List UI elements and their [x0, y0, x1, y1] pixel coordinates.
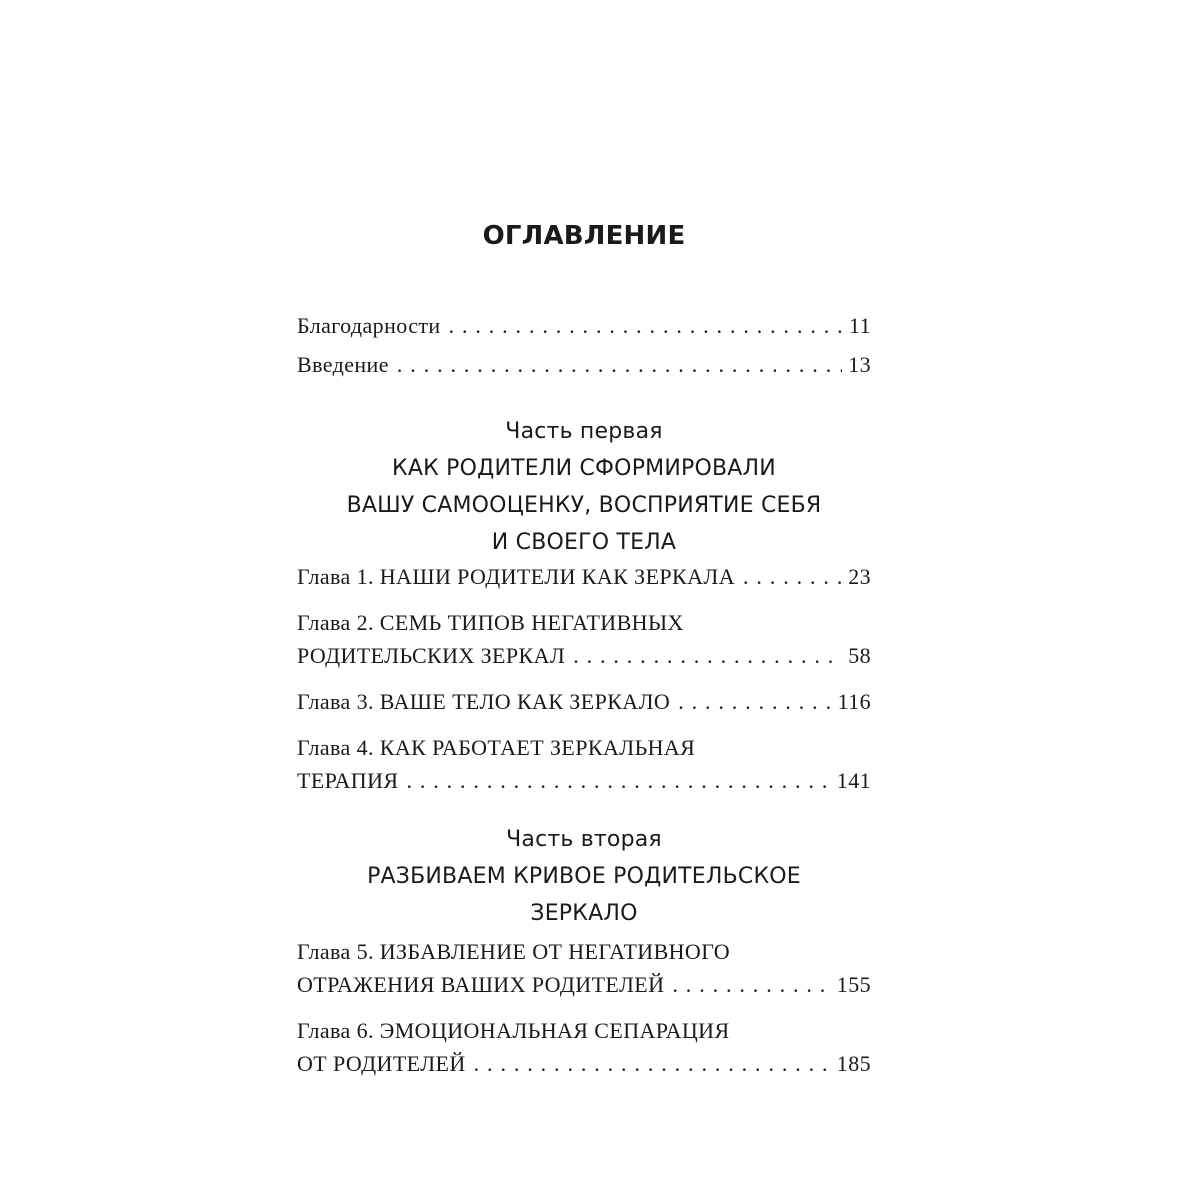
dot-leader — [406, 764, 830, 798]
toc-entry-text: РОДИТЕЛЬСКИХ ЗЕРКАЛ — [297, 643, 566, 668]
part-label: Часть вторая — [506, 827, 662, 852]
dot-leader — [743, 560, 842, 594]
dot-leader — [672, 968, 830, 1002]
toc-entry-text: Введение — [297, 352, 389, 377]
toc-page — [297, 0, 871, 1200]
dot-leader — [573, 639, 842, 673]
toc-entry-introduction — [297, 348, 871, 382]
toc-entry-text: Глава 5. ИЗБАВЛЕНИЕ ОТ НЕГАТИВНОГО — [297, 939, 731, 964]
toc-page-number: 155 — [836, 972, 871, 997]
dot-leader — [474, 1047, 831, 1081]
dot-leader — [449, 309, 843, 343]
dot-leader — [397, 348, 842, 382]
part-title-line: ВАШУ САМООЦЕНКУ, ВОСПРИЯТИЕ СЕБЯ — [346, 493, 822, 518]
part-label: Часть первая — [505, 419, 663, 444]
toc-page-number: 58 — [848, 643, 871, 668]
toc-entry-text: ОТ РОДИТЕЛЕЙ — [297, 1051, 466, 1076]
toc-entry-chapter-6 — [297, 1015, 871, 1081]
part-title-line: КАК РОДИТЕЛИ СФОРМИРОВАЛИ — [392, 456, 776, 481]
toc-entry-acknowledgements — [297, 309, 871, 343]
dot-leader — [678, 685, 831, 719]
toc-entry-text: Глава 6. ЭМОЦИОНАЛЬНАЯ СЕПАРАЦИЯ — [297, 1018, 730, 1043]
toc-entry-chapter-2 — [297, 607, 871, 673]
part-heading-2 — [297, 821, 871, 932]
toc-page-number: 185 — [836, 1051, 871, 1076]
page-title: ОГЛАВЛЕНИЕ — [482, 221, 686, 251]
toc-page-number: 116 — [837, 689, 871, 714]
toc-entry-chapter-5 — [297, 936, 871, 1002]
toc-entry-text: Благодарности — [297, 313, 441, 338]
part-title-line: И СВОЕГО ТЕЛА — [491, 530, 677, 555]
part-heading-1 — [297, 413, 871, 561]
toc-entry-chapter-4 — [297, 732, 871, 798]
toc-page-number: 141 — [836, 768, 871, 793]
part-title-line: РАЗБИВАЕМ КРИВОЕ РОДИТЕЛЬСКОЕ — [367, 864, 801, 889]
toc-entry-text: Глава 3. ВАШЕ ТЕЛО КАК ЗЕРКАЛО — [297, 689, 671, 714]
toc-entry-text: ОТРАЖЕНИЯ ВАШИХ РОДИТЕЛЕЙ — [297, 972, 665, 997]
toc-page-number: 13 — [848, 352, 871, 377]
toc-entry-chapter-1 — [297, 560, 871, 594]
toc-entry-text: ТЕРАПИЯ — [297, 768, 399, 793]
toc-entry-chapter-3 — [297, 685, 871, 719]
toc-entry-text: Глава 2. СЕМЬ ТИПОВ НЕГАТИВНЫХ — [297, 610, 684, 635]
toc-entry-text: Глава 4. КАК РАБОТАЕТ ЗЕРКАЛЬНАЯ — [297, 735, 696, 760]
part-title-line: ЗЕРКАЛО — [530, 901, 638, 926]
toc-page-number: 11 — [849, 313, 871, 338]
toc-page-number: 23 — [848, 564, 871, 589]
toc-entry-text: Глава 1. НАШИ РОДИТЕЛИ КАК ЗЕРКАЛА — [297, 564, 736, 589]
